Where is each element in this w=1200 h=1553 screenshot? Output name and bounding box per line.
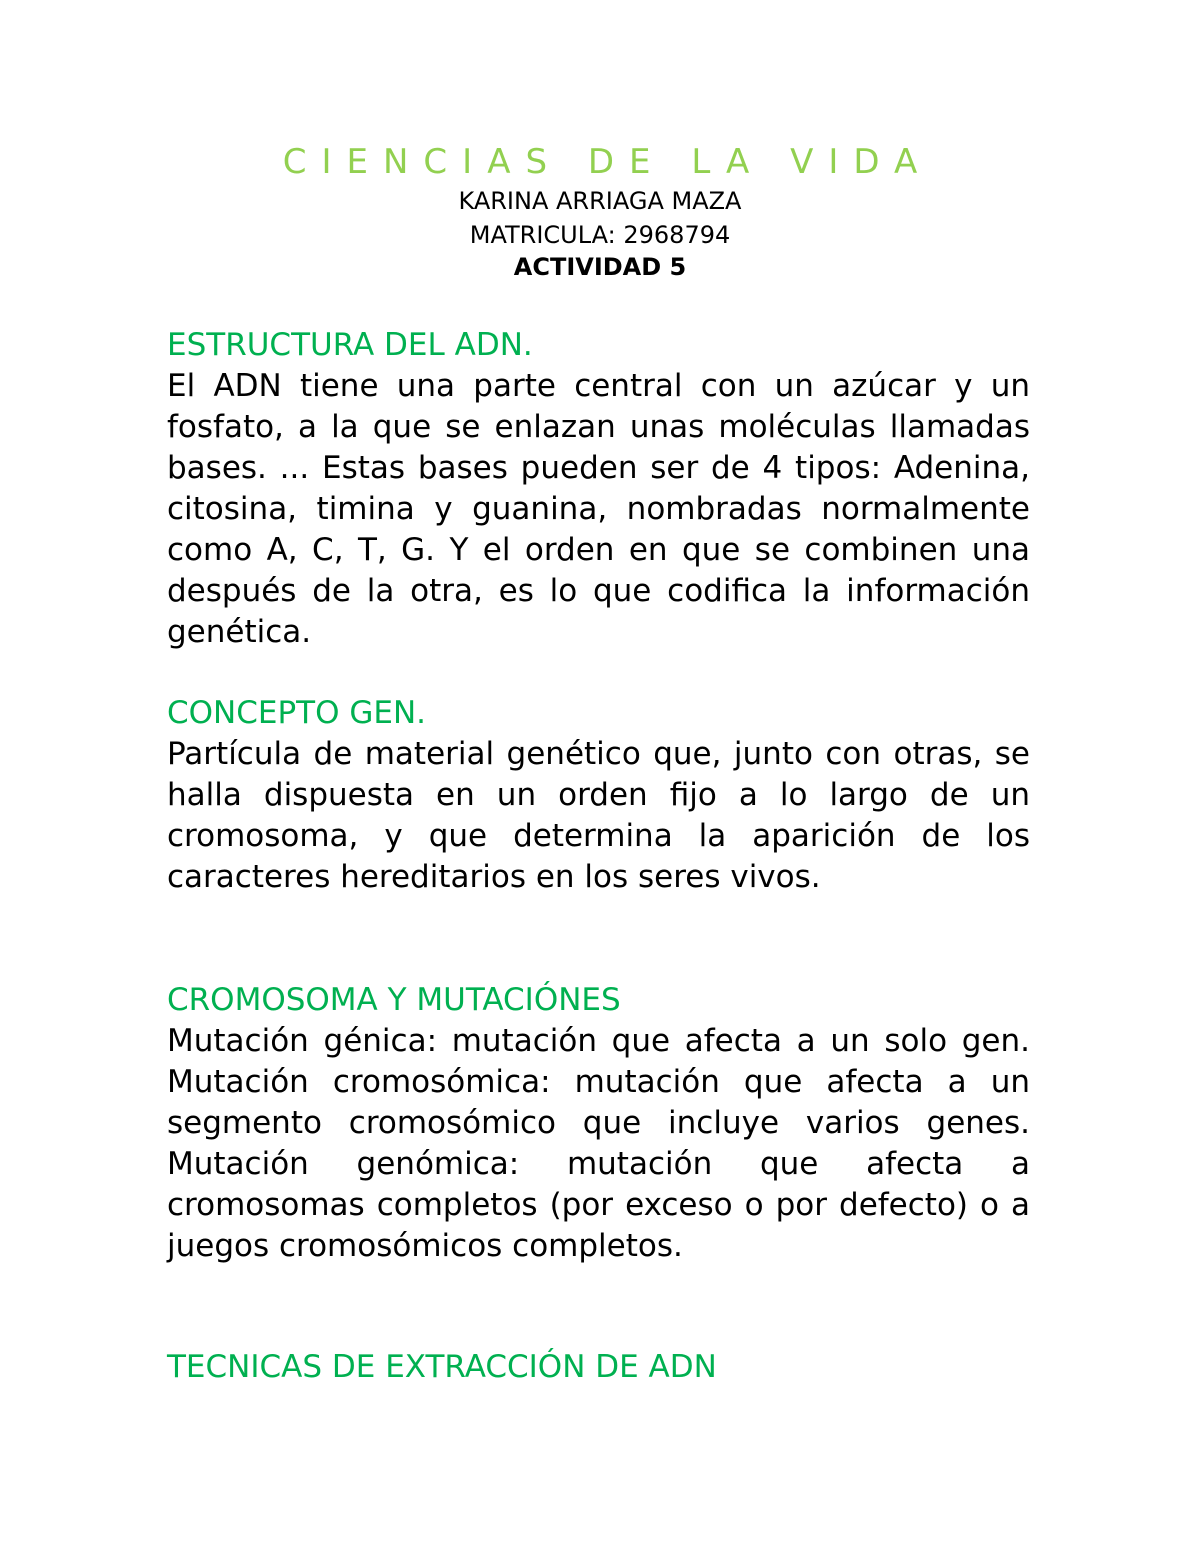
section-chromosome-mutations — [167, 980, 1030, 1267]
section-heading: TECNICAS DE EXTRACCIÓN DE ADN — [167, 1349, 717, 1385]
section-gene-concept — [167, 693, 1030, 898]
section-dna-structure — [167, 325, 1030, 653]
activity-label: ACTIVIDAD 5 — [513, 253, 687, 281]
section-body: Partícula de material genético que, junto con otras, se halla dispuesta en un orden fijo a lo largo de un cromosoma, y que determina la aparición de los caracteres hereditarios en los seres vivos. — [167, 736, 1030, 895]
section-dna-extraction — [167, 1347, 1030, 1388]
student-id: MATRICULA: 2968794 — [469, 221, 731, 249]
document-title: CIENCIAS DE LA VIDA — [282, 142, 933, 182]
section-heading: CONCEPTO GEN. — [167, 695, 427, 731]
section-body: El ADN tiene una parte central con un azúcar y un fosfato, a la que se enlazan unas moléculas llamadas bases. ... Estas bases pueden ser de 4 tipos: Adenina, citosina, timina y guanina, nombradas normalmente como A, C, T, G. Y el orden en que se combinen una después de la otra, es lo que codifica la información genética. — [167, 368, 1030, 650]
section-body: Mutación génica: mutación que afecta a un solo gen. Mutación cromosómica: mutación que afecta a un segmento cromosómico que incluye varios genes. Mutación genómica: mutación que afecta a cromosomas completos (por exceso o por defecto) o a juegos cromosómicos completos. — [167, 1023, 1030, 1264]
author-name: KARINA ARRIAGA MAZA — [458, 187, 742, 215]
section-heading: CROMOSOMA Y MUTACIÓNES — [167, 982, 621, 1018]
section-heading: ESTRUCTURA DEL ADN. — [167, 327, 533, 363]
